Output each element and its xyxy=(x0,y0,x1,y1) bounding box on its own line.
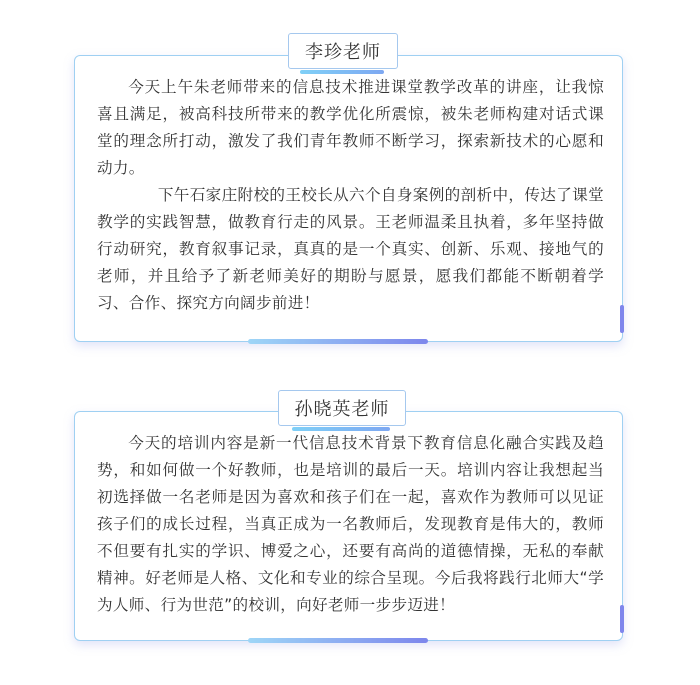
reflection-card-sun-xiaoying xyxy=(74,411,623,641)
card-body xyxy=(97,430,604,619)
paragraph: 今天的培训内容是新一代信息技术背景下教育信息化融合实践及趋势，和如何做一个好教师，也是培训的最后一天。培训内容让我想起当初选择做一名老师是因为喜欢和孩子们在一起，喜欢作为教师可以见证孩子们的成长过程，当真正成为一名教师后，发现教育是伟大的，教师不但要有扎实的学识、博爱之心，还要有高尚的道德情操，无私的奉献精神。好老师是人格、文化和专业的综合呈现。今后我将践行北师大“学为人师、行为世范”的校训，向好老师一步步迈进！ xyxy=(97,434,604,614)
side-accent-decoration xyxy=(620,605,624,633)
card-title-tab xyxy=(278,390,406,426)
title-underline-decoration xyxy=(300,70,384,74)
paragraph: 今天上午朱老师带来的信息技术推进课堂教学改革的讲座，让我惊喜且满足，被高科技所带来的教学优化所震惊，被朱老师构建对话式课堂的理念所打动，激发了我们青年教师不断学习，探索新技术的心愿和动力。 xyxy=(97,78,604,177)
card-body xyxy=(97,74,604,317)
bottom-bar-decoration xyxy=(248,638,428,643)
side-accent-decoration xyxy=(620,305,624,333)
card-title: 李珍老师 xyxy=(305,42,381,63)
reflection-card-li-zhen xyxy=(74,55,623,342)
title-underline-decoration xyxy=(292,427,390,431)
card-title-tab xyxy=(288,33,398,69)
paragraph: 下午石家庄附校的王校长从六个自身案例的剖析中，传达了课堂教学的实践智慧，做教育行走的风景。王老师温柔且执着，多年坚持做行动研究，教育叙事记录，真真的是一个真实、创新、乐观、接地气的老师，并且给予了新老师美好的期盼与愿景，愿我们都能不断朝着学习、合作、探究方向阔步前进！ xyxy=(97,186,604,312)
bottom-bar-decoration xyxy=(248,339,428,344)
card-title: 孙晓英老师 xyxy=(294,399,390,420)
